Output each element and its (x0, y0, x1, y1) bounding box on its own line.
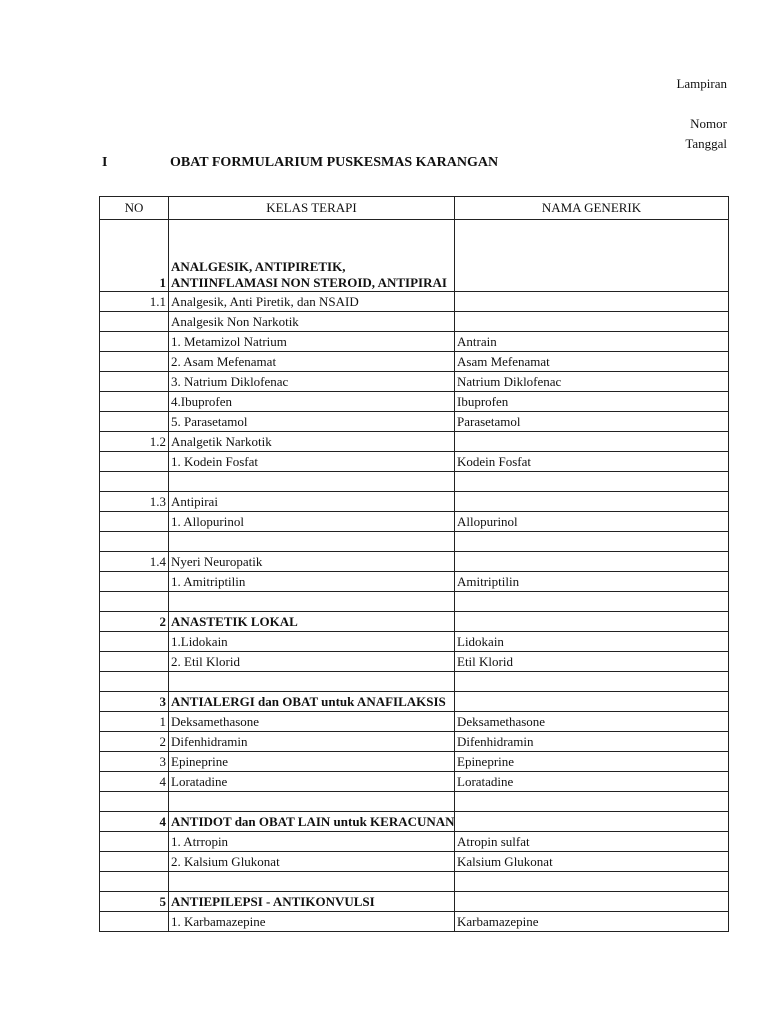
nama-generik-cell: Kodein Fosfat (455, 452, 729, 472)
no-cell: 4 (100, 772, 169, 792)
kelas-terapi-cell (169, 592, 455, 612)
nama-generik-cell: Atropin sulfat (455, 832, 729, 852)
no-cell (100, 672, 169, 692)
kelas-terapi-cell: 1.Lidokain (169, 632, 455, 652)
table-row (100, 332, 729, 352)
kelas-terapi-cell: Analgesik, Anti Piretik, dan NSAID (169, 292, 455, 312)
no-cell (100, 792, 169, 812)
tanggal-label: Tanggal (685, 136, 727, 151)
table-row (100, 492, 729, 512)
table-row (100, 792, 729, 812)
no-cell: 1 (100, 220, 169, 292)
table-row (100, 852, 729, 872)
no-cell: 3 (100, 752, 169, 772)
table-row (100, 752, 729, 772)
no-cell (100, 532, 169, 552)
nama-generik-cell (455, 592, 729, 612)
column-header-no: NO (100, 197, 169, 220)
no-cell: 2 (100, 732, 169, 752)
nama-generik-cell (455, 432, 729, 452)
table-row (100, 220, 729, 292)
no-cell: 1.2 (100, 432, 169, 452)
nama-generik-cell (455, 812, 729, 832)
no-cell (100, 352, 169, 372)
kelas-terapi-cell: 5. Parasetamol (169, 412, 455, 432)
kelas-terapi-cell: 1. Allopurinol (169, 512, 455, 532)
nama-generik-cell: Antrain (455, 332, 729, 352)
no-cell (100, 632, 169, 652)
kelas-terapi-cell (169, 532, 455, 552)
table-row (100, 452, 729, 472)
no-cell: 5 (100, 892, 169, 912)
table-row (100, 712, 729, 732)
nama-generik-cell: Epineprine (455, 752, 729, 772)
kelas-terapi-cell: 1. Metamizol Natrium (169, 332, 455, 352)
table-row (100, 572, 729, 592)
no-cell: 3 (100, 692, 169, 712)
no-cell (100, 512, 169, 532)
table-row (100, 552, 729, 572)
no-cell (100, 332, 169, 352)
kelas-terapi-cell (169, 472, 455, 492)
nama-generik-cell: Difenhidramin (455, 732, 729, 752)
table-row (100, 912, 729, 932)
table-row (100, 652, 729, 672)
nama-generik-cell: Natrium Diklofenac (455, 372, 729, 392)
nama-generik-cell (455, 872, 729, 892)
kelas-terapi-cell: Analgesik Non Narkotik (169, 312, 455, 332)
kelas-terapi-cell: 1. Atrropin (169, 832, 455, 852)
no-cell (100, 872, 169, 892)
nama-generik-cell (455, 552, 729, 572)
no-cell: 1.3 (100, 492, 169, 512)
no-cell (100, 312, 169, 332)
table-header-row (100, 197, 729, 220)
no-cell (100, 412, 169, 432)
table-row (100, 872, 729, 892)
table-row (100, 352, 729, 372)
nama-generik-cell: Amitriptilin (455, 572, 729, 592)
column-header-kelas-terapi: KELAS TERAPI (169, 197, 455, 220)
table-row (100, 672, 729, 692)
table-body (100, 220, 729, 932)
no-cell: 1.4 (100, 552, 169, 572)
kelas-terapi-cell: Antipirai (169, 492, 455, 512)
section-title: OBAT FORMULARIUM PUSKESMAS KARANGAN (170, 155, 499, 170)
kelas-terapi-cell: 1. Amitriptilin (169, 572, 455, 592)
kelas-terapi-cell (169, 872, 455, 892)
nama-generik-cell (455, 220, 729, 292)
table-row (100, 592, 729, 612)
nama-generik-cell: Deksamethasone (455, 712, 729, 732)
nama-generik-cell (455, 692, 729, 712)
table-row (100, 372, 729, 392)
no-cell: 1.1 (100, 292, 169, 312)
kelas-terapi-cell: ANALGESIK, ANTIPIRETIK, ANTIINFLAMASI NON STEROID, ANTIPIRAI (169, 220, 455, 292)
nama-generik-cell: Asam Mefenamat (455, 352, 729, 372)
nama-generik-cell (455, 492, 729, 512)
nama-generik-cell (455, 672, 729, 692)
formulary-table (99, 196, 729, 932)
table-row (100, 892, 729, 912)
table-row (100, 772, 729, 792)
nama-generik-cell (455, 292, 729, 312)
nama-generik-cell (455, 532, 729, 552)
nama-generik-cell: Karbamazepine (455, 912, 729, 932)
nama-generik-cell: Allopurinol (455, 512, 729, 532)
kelas-terapi-cell: Difenhidramin (169, 732, 455, 752)
no-cell (100, 372, 169, 392)
no-cell (100, 652, 169, 672)
nama-generik-cell (455, 612, 729, 632)
nomor-label: Nomor (690, 116, 727, 131)
no-cell (100, 452, 169, 472)
nama-generik-cell (455, 472, 729, 492)
table-row (100, 612, 729, 632)
kelas-terapi-cell: Loratadine (169, 772, 455, 792)
kelas-terapi-cell: Nyeri Neuropatik (169, 552, 455, 572)
table-row (100, 692, 729, 712)
nama-generik-cell: Parasetamol (455, 412, 729, 432)
table-row (100, 292, 729, 312)
no-cell (100, 832, 169, 852)
table-row (100, 312, 729, 332)
kelas-terapi-cell: 4.Ibuprofen (169, 392, 455, 412)
table-row (100, 832, 729, 852)
kelas-terapi-cell: 2. Kalsium Glukonat (169, 852, 455, 872)
lampiran-label: Lampiran (676, 76, 727, 91)
kelas-terapi-cell: ANTIALERGI dan OBAT untuk ANAFILAKSIS (169, 692, 455, 712)
table-row (100, 632, 729, 652)
nama-generik-cell (455, 312, 729, 332)
table-row (100, 392, 729, 412)
column-header-nama-generik: NAMA GENERIK (455, 197, 729, 220)
kelas-terapi-cell: Analgetik Narkotik (169, 432, 455, 452)
nama-generik-cell: Ibuprofen (455, 392, 729, 412)
no-cell: 1 (100, 712, 169, 732)
kelas-terapi-cell: ANTIEPILEPSI - ANTIKONVULSI (169, 892, 455, 912)
kelas-terapi-cell (169, 792, 455, 812)
kelas-terapi-cell: 2. Etil Klorid (169, 652, 455, 672)
kelas-terapi-cell: ANASTETIK LOKAL (169, 612, 455, 632)
no-cell (100, 852, 169, 872)
no-cell (100, 592, 169, 612)
kelas-terapi-cell: Epineprine (169, 752, 455, 772)
table-row (100, 472, 729, 492)
nama-generik-cell (455, 892, 729, 912)
kelas-terapi-cell: 3. Natrium Diklofenac (169, 372, 455, 392)
table-row (100, 732, 729, 752)
no-cell (100, 472, 169, 492)
no-cell (100, 392, 169, 412)
kelas-terapi-cell: 2. Asam Mefenamat (169, 352, 455, 372)
kelas-terapi-cell: ANTIDOT dan OBAT LAIN untuk KERACUNAN (169, 812, 455, 832)
nama-generik-cell: Loratadine (455, 772, 729, 792)
nama-generik-cell: Etil Klorid (455, 652, 729, 672)
table-row (100, 812, 729, 832)
nama-generik-cell: Lidokain (455, 632, 729, 652)
table-row (100, 532, 729, 552)
no-cell: 4 (100, 812, 169, 832)
no-cell: 2 (100, 612, 169, 632)
nama-generik-cell: Kalsium Glukonat (455, 852, 729, 872)
kelas-terapi-cell (169, 672, 455, 692)
kelas-terapi-cell: Deksamethasone (169, 712, 455, 732)
table-row (100, 432, 729, 452)
kelas-terapi-cell: 1. Karbamazepine (169, 912, 455, 932)
table-row (100, 512, 729, 532)
section-number: I (102, 155, 108, 170)
no-cell (100, 912, 169, 932)
nama-generik-cell (455, 792, 729, 812)
kelas-terapi-cell: 1. Kodein Fosfat (169, 452, 455, 472)
no-cell (100, 572, 169, 592)
table-row (100, 412, 729, 432)
